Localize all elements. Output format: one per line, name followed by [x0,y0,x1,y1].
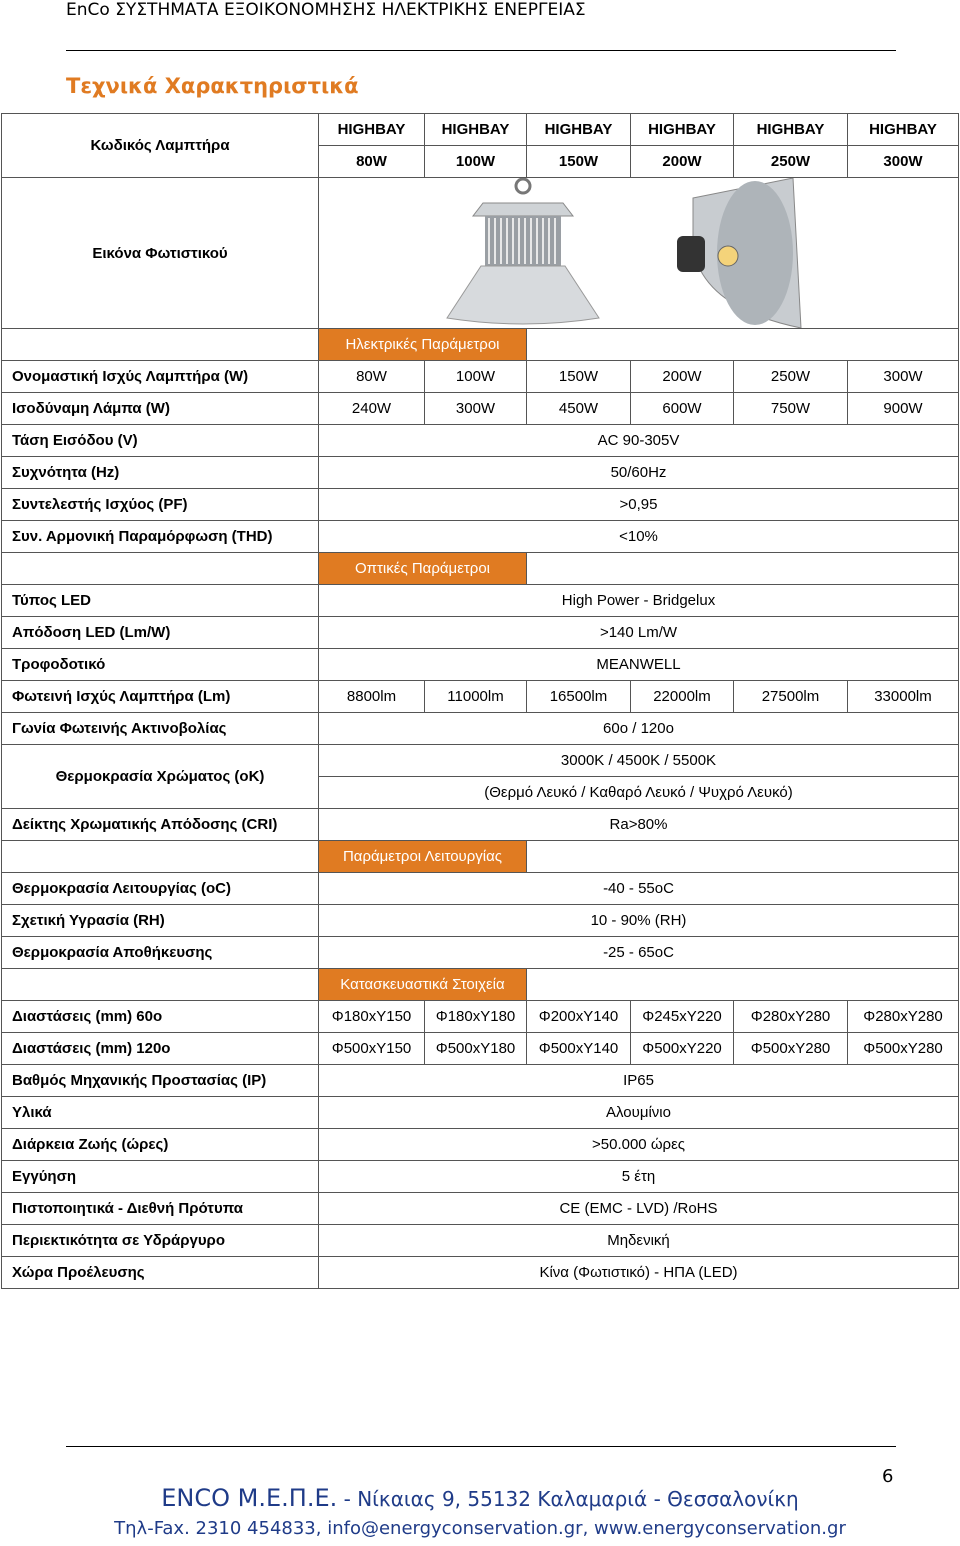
row-life [2,1129,959,1161]
spec-table [1,113,959,1289]
row-voltage [2,425,959,457]
dim60-value: Φ180xY150 [319,1001,425,1033]
row-ip [2,1065,959,1097]
storage-label: Θερμοκρασία Αποθήκευσης [2,937,319,969]
voltage-value: AC 90-305V [319,425,959,457]
equiv_lamp-value: 300W [425,393,527,425]
footer-company: ENCO Μ.Ε.Π.Ε. [161,1484,338,1512]
model-wattage: 80W [319,146,425,178]
section-electrical [2,329,959,361]
model-prefix: HIGHBAY [631,114,734,146]
section-spacer [2,969,319,1001]
nominal_power-value: 300W [848,361,959,393]
lumens-value: 16500lm [527,681,631,713]
model-prefix: HIGHBAY [734,114,848,146]
row-code-1 [2,114,959,146]
lumens-value: 11000lm [425,681,527,713]
row-cct-1 [2,745,959,777]
dim60-value: Φ200xY140 [527,1001,631,1033]
model-prefix: HIGHBAY [319,114,425,146]
certs-label: Πιστοποιητικά - Διεθνή Πρότυπα [2,1193,319,1225]
lumens-label: Φωτεινή Ισχύς Λαμπτήρα (Lm) [2,681,319,713]
model-prefix: HIGHBAY [425,114,527,146]
row-lumens [2,681,959,713]
row-thd [2,521,959,553]
beam-label: Γωνία Φωτεινής Ακτινοβολίας [2,713,319,745]
humidity-value: 10 - 90% (RH) [319,905,959,937]
row-origin [2,1257,959,1289]
ip-label: Βαθμός Μηχανικής Προστασίας (IP) [2,1065,319,1097]
code-label: Κωδικός Λαμπτήρα [2,114,319,178]
row-warranty [2,1161,959,1193]
section-optical [2,553,959,585]
certs-value: CE (EMC - LVD) /RoHS [319,1193,959,1225]
mercury-label: Περιεκτικότητα σε Υδράργυρο [2,1225,319,1257]
row-image [2,178,959,329]
dim120-value: Φ500xY180 [425,1033,527,1065]
row-cri [2,809,959,841]
row-mercury [2,1225,959,1257]
section-blank [527,841,959,873]
beam-value: 60o / 120o [319,713,959,745]
lumens-value: 33000lm [848,681,959,713]
header-divider [66,50,896,51]
section-blank [527,329,959,361]
cct-value: 3000K / 4500K / 5500K [319,745,959,777]
frequency-label: Συχνότητα (Hz) [2,457,319,489]
op_temp-label: Θερμοκρασία Λειτουργίας (oC) [2,873,319,905]
equiv_lamp-value: 600W [631,393,734,425]
lumens-value: 27500lm [734,681,848,713]
row-storage [2,937,959,969]
dim60-value: Φ280xY280 [848,1001,959,1033]
ip-value: IP65 [319,1065,959,1097]
footer-contact: Τηλ-Fax. 2310 454833, info@energyconservation.gr, www.energyconservation.gr [114,1518,846,1539]
row-humidity [2,905,959,937]
model-prefix: HIGHBAY [848,114,959,146]
section-blank [527,969,959,1001]
section-header-electrical: Ηλεκτρικές Παράμετροι [319,329,527,361]
equiv_lamp-value: 750W [734,393,848,425]
row-frequency [2,457,959,489]
page-number: 6 [882,1466,894,1487]
storage-value: -25 - 65oC [319,937,959,969]
led_eff-value: >140 Lm/W [319,617,959,649]
lamp-image-cell [319,178,959,329]
nominal_power-value: 100W [425,361,527,393]
dim60-value: Φ245xY220 [631,1001,734,1033]
dim60-label: Διαστάσεις (mm) 60o [2,1001,319,1033]
origin-label: Χώρα Προέλευσης [2,1257,319,1289]
reflector-lamp-image [673,178,803,328]
dim60-value: Φ180xY180 [425,1001,527,1033]
row-pf [2,489,959,521]
section-blank [527,553,959,585]
life-value: >50.000 ώρες [319,1129,959,1161]
mercury-value: Μηδενική [319,1225,959,1257]
voltage-label: Τάση Εισόδου (V) [2,425,319,457]
warranty-value: 5 έτη [319,1161,959,1193]
row-led_type [2,585,959,617]
section-spacer [2,841,319,873]
highbay-lamp-image [443,178,603,328]
dim120-value: Φ500xY280 [848,1033,959,1065]
lumens-value: 22000lm [631,681,734,713]
row-nominal_power [2,361,959,393]
row-driver [2,649,959,681]
equiv_lamp-label: Ισοδύναμη Λάμπα (W) [2,393,319,425]
section-spacer [2,329,319,361]
section-operation [2,841,959,873]
section-spacer [2,553,319,585]
row-dim120 [2,1033,959,1065]
pf-label: Συντελεστής Ισχύος (PF) [2,489,319,521]
driver-label: Τροφοδοτικό [2,649,319,681]
nominal_power-value: 200W [631,361,734,393]
humidity-label: Σχετική Υγρασία (RH) [2,905,319,937]
section-construction [2,969,959,1001]
nominal_power-value: 150W [527,361,631,393]
origin-value: Κίνα (Φωτιστικό) - ΗΠΑ (LED) [319,1257,959,1289]
cri-value: Ra>80% [319,809,959,841]
dim120-value: Φ500xY150 [319,1033,425,1065]
driver-value: MEANWELL [319,649,959,681]
thd-value: <10% [319,521,959,553]
model-wattage: 200W [631,146,734,178]
equiv_lamp-value: 900W [848,393,959,425]
row-dim60 [2,1001,959,1033]
row-material [2,1097,959,1129]
page-header: EnCo ΣΥΣΤΗΜΑΤΑ ΕΞΟΙΚΟΝΟΜΗΣΗΣ ΗΛΕΚΤΡΙΚΗΣ ΕΝΕΡΓΕΙΑΣ [66,0,586,20]
model-prefix: HIGHBAY [527,114,631,146]
model-wattage: 150W [527,146,631,178]
op_temp-value: -40 - 55oC [319,873,959,905]
lumens-value: 8800lm [319,681,425,713]
thd-label: Συν. Αρμονική Παραμόρφωση (THD) [2,521,319,553]
cct-description: (Θερμό Λευκό / Καθαρό Λευκό / Ψυχρό Λευκό) [319,777,959,809]
footer-company-line [0,1484,960,1512]
image-label: Εικόνα Φωτιστικού [2,178,319,329]
pf-value: >0,95 [319,489,959,521]
footer-divider [66,1446,896,1447]
cri-label: Δείκτης Χρωματικής Απόδοσης (CRI) [2,809,319,841]
material-value: Αλουμίνιο [319,1097,959,1129]
life-label: Διάρκεια Ζωής (ώρες) [2,1129,319,1161]
led_type-value: High Power - Bridgelux [319,585,959,617]
equiv_lamp-value: 450W [527,393,631,425]
row-certs [2,1193,959,1225]
section-header-optical: Οπτικές Παράμετροι [319,553,527,585]
dim120-label: Διαστάσεις (mm) 120o [2,1033,319,1065]
nominal_power-label: Ονομαστική Ισχύς Λαμπτήρα (W) [2,361,319,393]
material-label: Υλικά [2,1097,319,1129]
dim60-value: Φ280xY280 [734,1001,848,1033]
model-wattage: 300W [848,146,959,178]
equiv_lamp-value: 240W [319,393,425,425]
row-beam [2,713,959,745]
section-title: Τεχνικά Χαρακτηριστικά [66,74,359,98]
footer-address: - Νίκαιας 9, 55132 Καλαμαριά - Θεσσαλονίκη [337,1487,799,1511]
dim120-value: Φ500xY140 [527,1033,631,1065]
section-header-operation: Παράμετροι Λειτουργίας [319,841,527,873]
led_eff-label: Απόδοση LED (Lm/W) [2,617,319,649]
row-op_temp [2,873,959,905]
dim120-value: Φ500xY220 [631,1033,734,1065]
model-wattage: 100W [425,146,527,178]
frequency-value: 50/60Hz [319,457,959,489]
row-equiv_lamp [2,393,959,425]
led_type-label: Τύπος LED [2,585,319,617]
nominal_power-value: 80W [319,361,425,393]
cct-label: Θερμοκρασία Χρώματος (oK) [2,745,319,809]
warranty-label: Εγγύηση [2,1161,319,1193]
model-wattage: 250W [734,146,848,178]
dim120-value: Φ500xY280 [734,1033,848,1065]
section-header-construction: Κατασκευαστικά Στοιχεία [319,969,527,1001]
nominal_power-value: 250W [734,361,848,393]
row-led_eff [2,617,959,649]
